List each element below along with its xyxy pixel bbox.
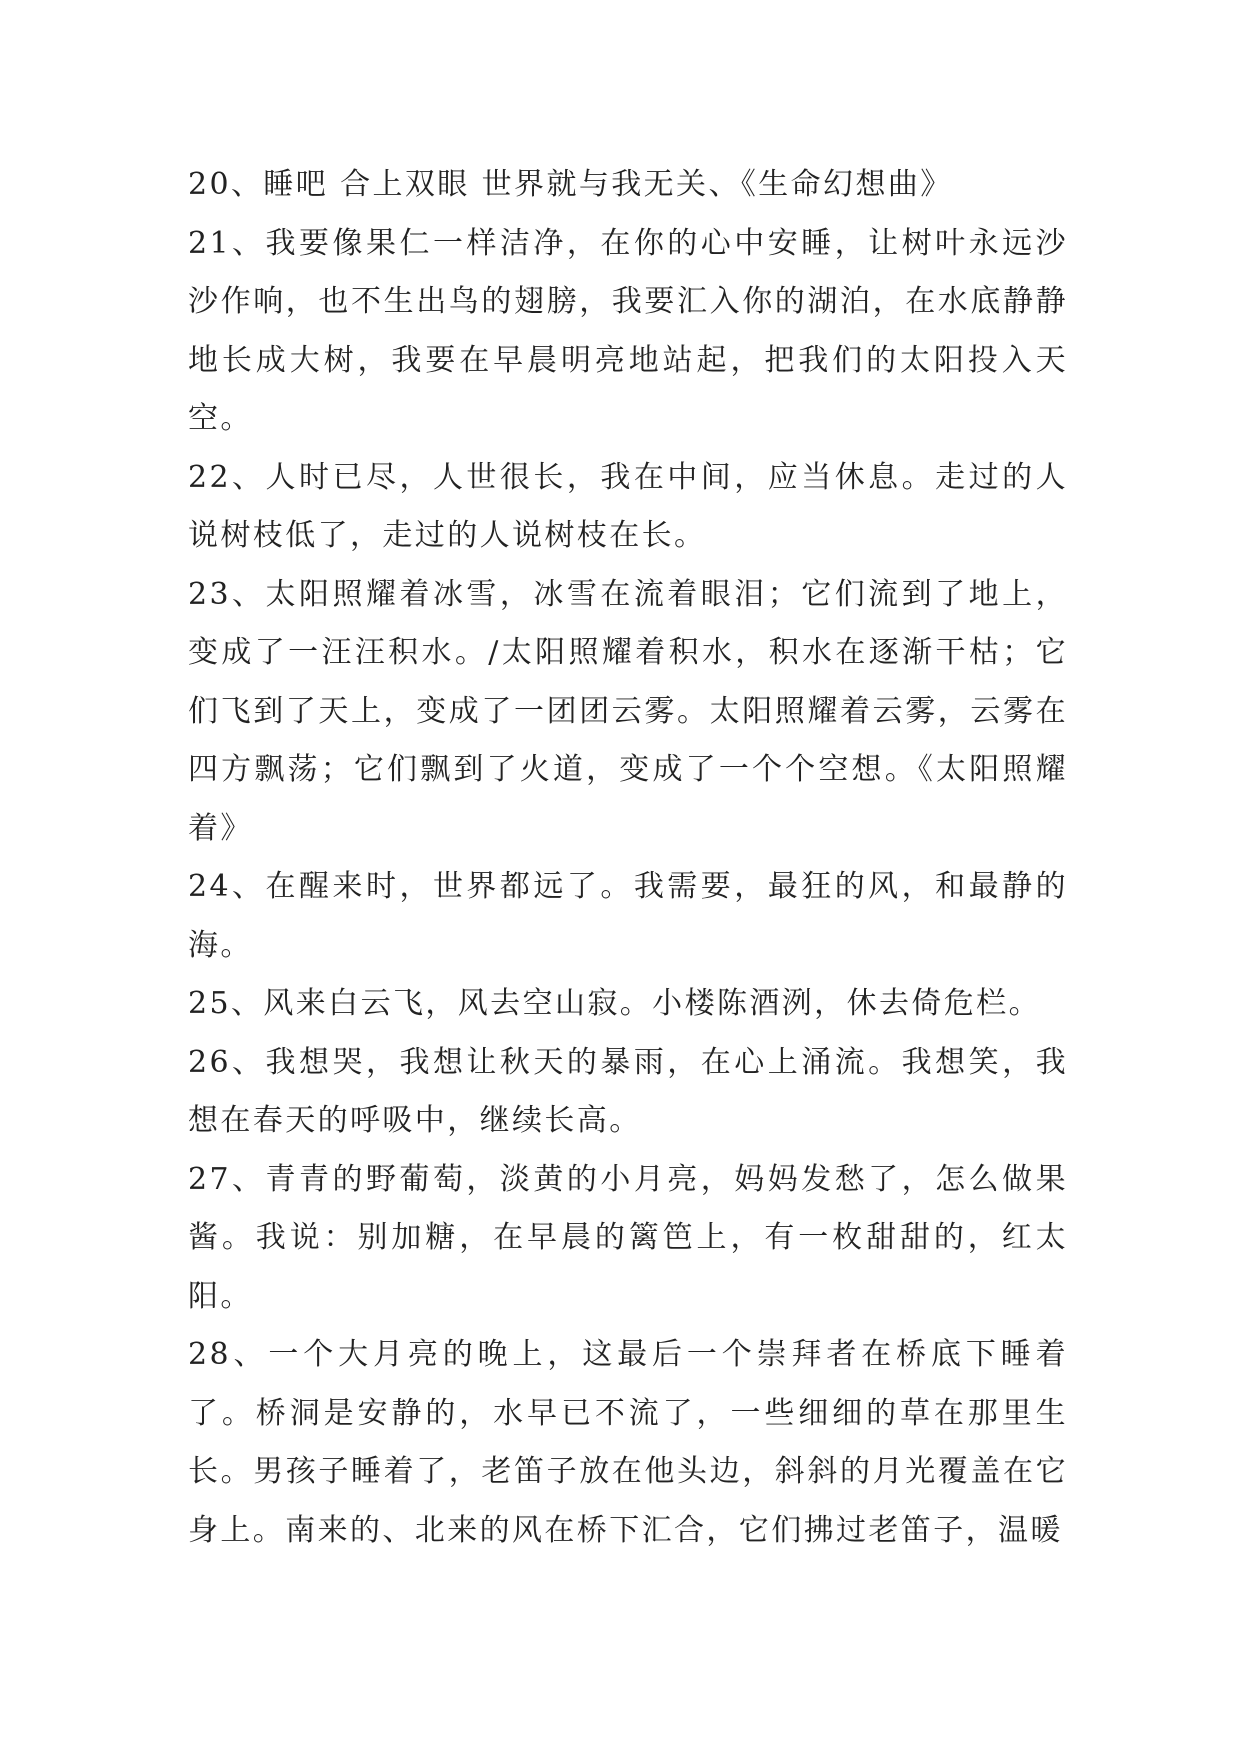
paragraph-28: 28、一个大月亮的晚上，这最后一个崇拜者在桥底下睡着了。桥洞是安静的，水早已不流了，一些细细的草在那里生长。男孩子睡着了，老笛子放在他头边，斜斜的月光覆盖在它身上。南来的、北来的风在桥下汇合，它们拂过老笛子，温暖 — [188, 1337, 1068, 1548]
paragraph-25: 25、风来白云飞，风去空山寂。小楼陈酒洌，休去倚危栏。 — [188, 986, 1041, 1021]
paragraph-26: 26、我想哭，我想让秋天的暴雨，在心上涌流。我想笑，我想在春天的呼吸中，继续长高。 — [188, 1044, 1068, 1138]
paragraph-21: 21、我要像果仁一样洁净，在你的心中安睡，让树叶永远沙沙作响，也不生出鸟的翅膀，我要汇入你的湖泊，在水底静静地长成大树，我要在早晨明亮地站起，把我们的太阳投入天空。 — [188, 225, 1068, 436]
paragraph-24: 24、在醒来时，世界都远了。我需要，最狂的风，和最静的海。 — [188, 869, 1068, 963]
paragraph-23: 23、太阳照耀着冰雪，冰雪在流着眼泪；它们流到了地上，变成了一汪汪积水。/太阳照耀着积水，积水在逐渐干枯；它们飞到了天上，变成了一团团云雾。太阳照耀着云雾，云雾在四方飘荡；它们飘到了火道，变成了一个个空想。《太阳照耀着》 — [188, 576, 1068, 846]
paragraph-20: 20、睡吧 合上双眼 世界就与我无关、《生命幻想曲》 — [188, 167, 953, 202]
document-body — [188, 156, 1068, 1560]
paragraph-27: 27、青青的野葡萄，淡黄的小月亮，妈妈发愁了，怎么做果酱。我说：别加糖，在早晨的篱笆上，有一枚甜甜的，红太阳。 — [188, 1161, 1068, 1314]
paragraph-22: 22、人时已尽，人世很长，我在中间，应当休息。走过的人说树枝低了，走过的人说树枝在长。 — [188, 459, 1068, 553]
